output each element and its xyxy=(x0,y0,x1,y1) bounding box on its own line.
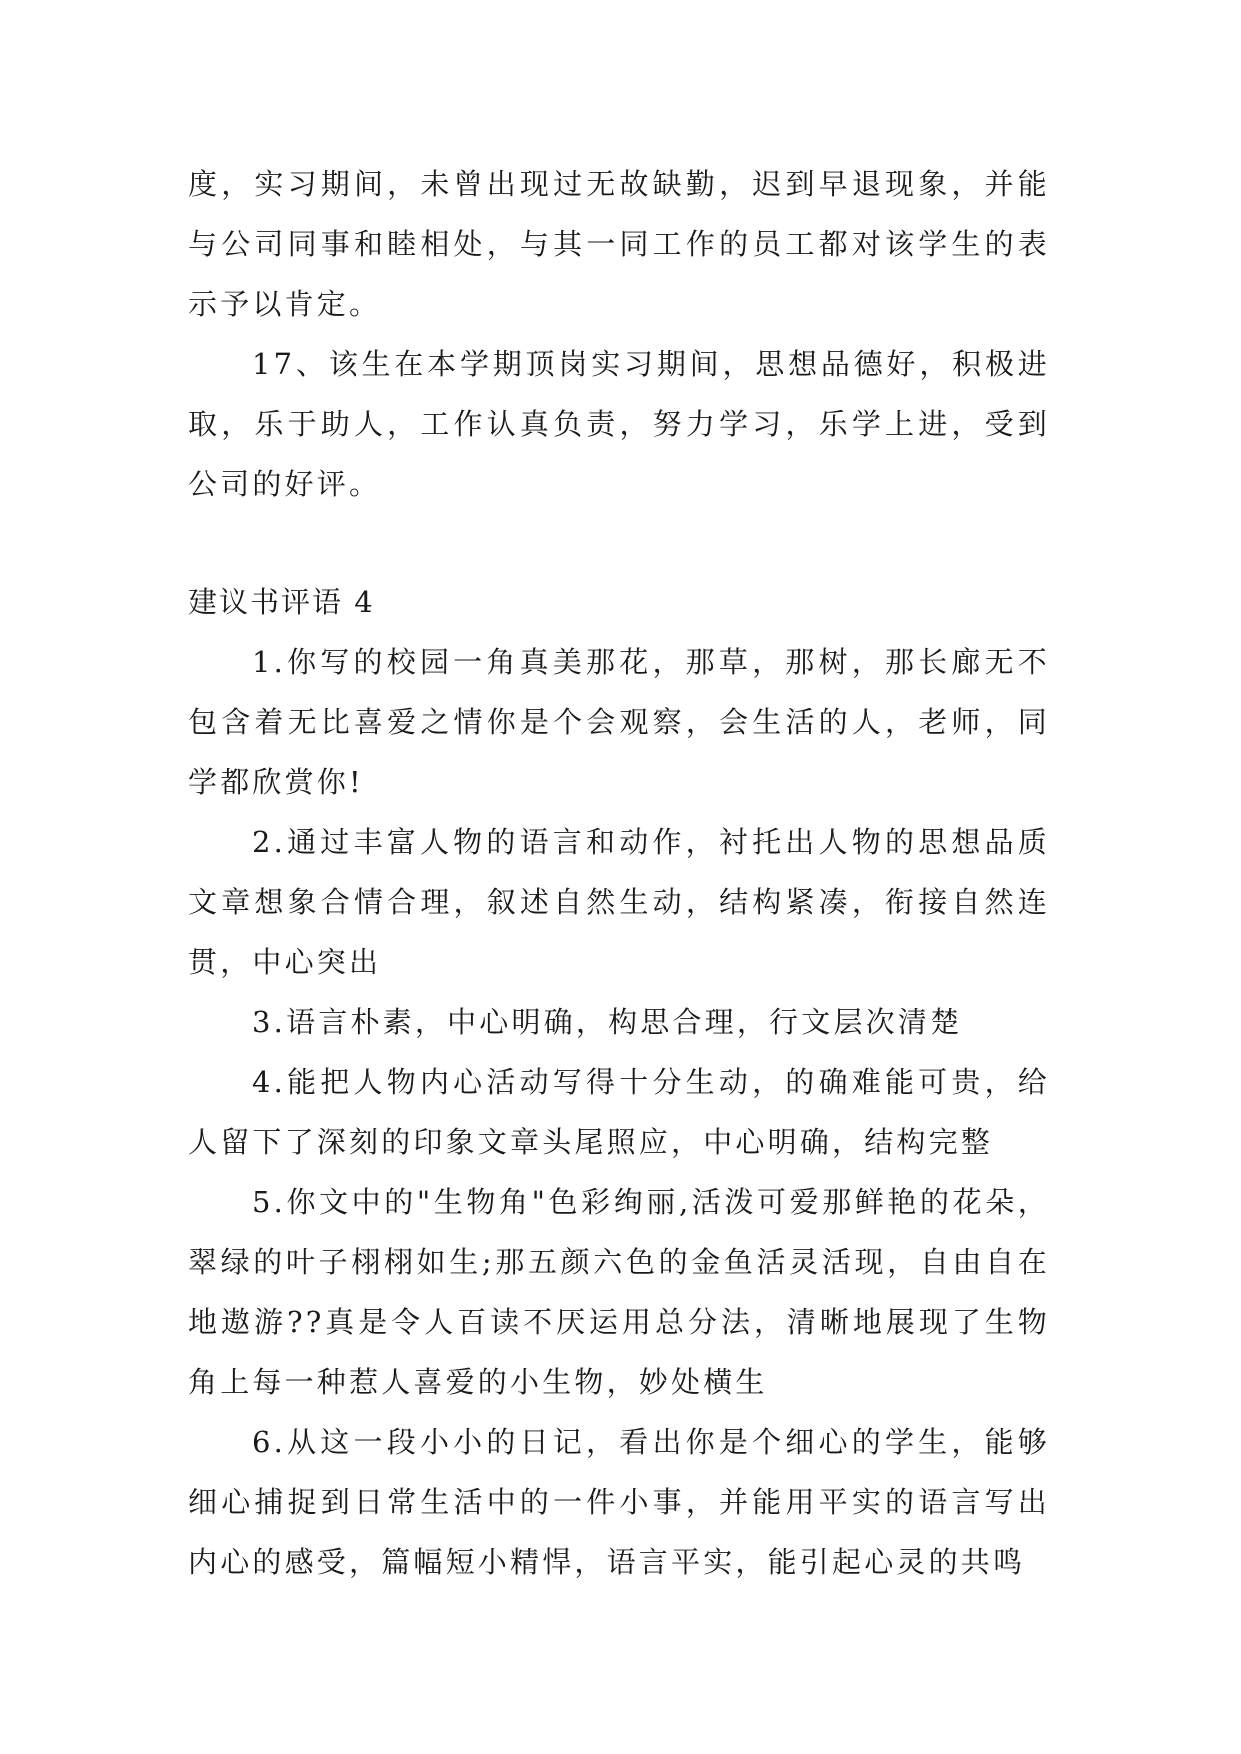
list-item: 1.你写的校园一角真美那花，那草，那树，那长廊无不包含着无比喜爱之情你是个会观察，会生活的人，老师，同学都欣赏你! xyxy=(188,645,1050,799)
document-body xyxy=(188,154,1050,1592)
list-item: 6.从这一段小小的日记，看出你是个细心的学生，能够细心捕捉到日常生活中的一件小事，并能用平实的语言写出内心的感受，篇幅短小精悍，语言平实，能引起心灵的共鸣 xyxy=(188,1425,1050,1579)
list-item: 5.你文中的"生物角"色彩绚丽,活泼可爱那鲜艳的花朵，翠绿的叶子栩栩如生;那五颜六色的金鱼活灵活现，自由自在地遨游??真是令人百读不厌运用总分法，清晰地展现了生物角上每一种惹人喜爱的小生物，妙处横生 xyxy=(188,1185,1050,1399)
continuation-paragraph: 度，实习期间，未曾出现过无故缺勤，迟到早退现象，并能与公司同事和睦相处，与其一同工作的员工都对该学生的表示予以肯定。 xyxy=(188,167,1050,321)
section-spacer xyxy=(188,514,1050,572)
list-item: 2.通过丰富人物的语言和动作，衬托出人物的思想品质文章想象合情合理，叙述自然生动，结构紧凑，衔接自然连贯，中心突出 xyxy=(188,825,1050,979)
item-17-paragraph: 17、该生在本学期顶岗实习期间，思想品德好，积极进取，乐于助人，工作认真负责，努力学习，乐学上进，受到公司的好评。 xyxy=(188,347,1050,501)
list-item: 3.语言朴素，中心明确，构思合理，行文层次清楚 xyxy=(252,1005,963,1039)
list-item: 4.能把人物内心活动写得十分生动，的确难能可贵，给人留下了深刻的印象文章头尾照应，中心明确，结构完整 xyxy=(188,1065,1050,1159)
section-heading: 建议书评语 4 xyxy=(188,585,375,619)
